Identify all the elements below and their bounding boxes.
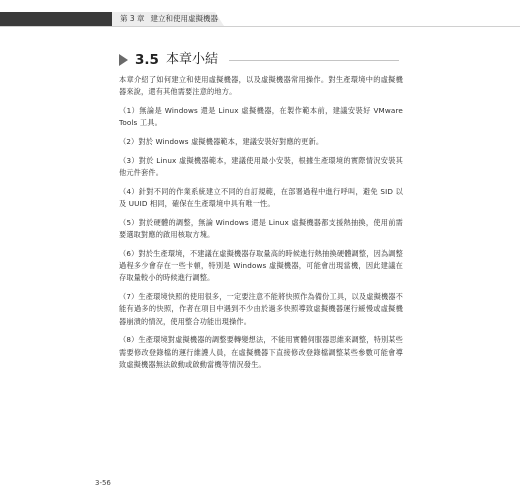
list-item-5: （5）對於硬體的調整，無論 Windows 還是 Linux 虛擬機器都支援熱抽換，使用前需要選取對應的啟用核取方塊。 — [119, 217, 403, 239]
list-item-4: （4）針對不同的作業系統建立不同的自訂規範，在部署過程中進行呼叫，避免 SID 以及 UUID 相同，確保在生產環境中具有唯一性。 — [119, 186, 403, 208]
section-rule — [229, 60, 399, 61]
section-body — [119, 74, 403, 378]
triangle-bullet-icon — [119, 54, 128, 66]
section-number: 3.5 — [135, 52, 159, 68]
section-heading — [119, 51, 403, 69]
list-item-2: （2）對於 Windows 虛擬機器範本，建議安裝好對應的更新。 — [119, 137, 324, 146]
list-item-8: （8）生產環境對虛擬機器的調整要轉變想法，不能用實體伺服器思維來調整，特別某些需要修改登錄檔的運行維護人員，在虛擬機器下直接修改登錄檔調整某些參數可能會導致虛擬機器無法啟動或啟動當機等情況發生。 — [119, 335, 403, 370]
page-number: 3-56 — [95, 479, 111, 487]
list-item-6: （6）對於生產環境，不建議在虛擬機器存取量高的時候進行熱抽換硬體調整，因為調整過程多少會存在一些卡頓，特別是 Windows 虛擬機器，可能會出現當機，因此建議在存取量較小的時候進行調整。 — [119, 248, 403, 283]
header-chapter-label: 第 3 章 — [120, 14, 145, 23]
intro-paragraph: 本章介紹了如何建立和使用虛擬機器，以及虛擬機器常用操作。對生產環境中的虛擬機器來說，還有其他需要注意的地方。 — [119, 75, 403, 97]
list-item-3: （3）對於 Linux 虛擬機器範本，建議使用最小安裝，根據生產環境的實際情況安裝其他元件套件。 — [119, 155, 403, 177]
section-title: 本章小結 — [166, 52, 219, 67]
header-title — [120, 12, 218, 26]
header-divider — [0, 26, 520, 27]
running-header — [0, 0, 520, 30]
header-dark-bar — [0, 12, 112, 26]
list-item-7: （7）生產環境快照的使用很多，一定要注意不能將快照作為備份工具，以及虛擬機器不能有過多的快照，作者在項目中遇到不少由於過多快照導致虛擬機器運行緩慢或虛擬機器崩潰的情況，使用整合功能出現操作。 — [119, 292, 403, 326]
header-chapter-title: 建立和使用虛擬機器 — [150, 14, 219, 23]
list-item-1: （1）無論是 Windows 還是 Linux 虛擬機器，在製作範本前，建議安裝好 VMware Tools 工具。 — [119, 106, 403, 128]
